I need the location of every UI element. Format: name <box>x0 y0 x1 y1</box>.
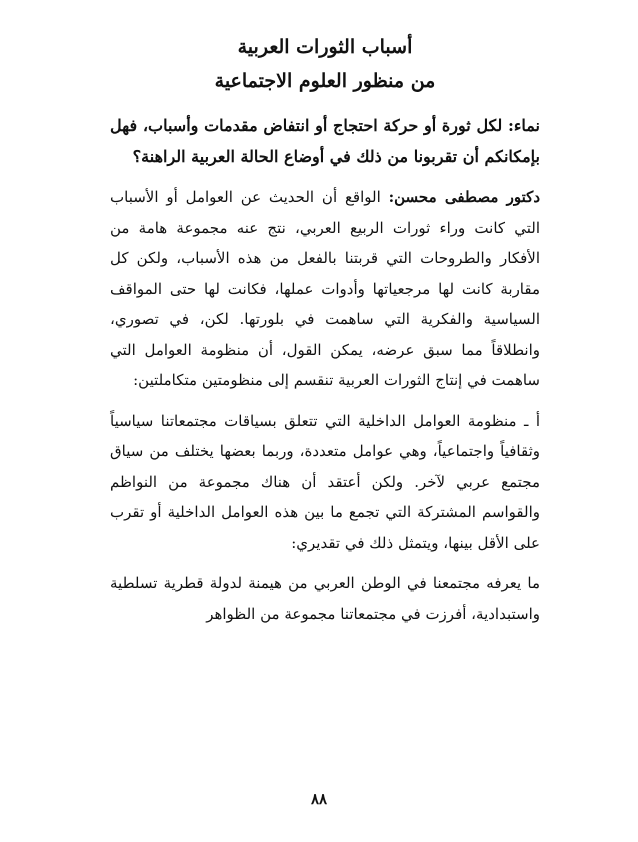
question-text: لكل ثورة أو حركة احتجاج أو انتفاض مقدمات وأسباب، فهل بإمكانكم أن تقربونا من ذلك في أوضاع الحالة العربية الراهنة؟ <box>110 116 540 166</box>
last-paragraph: ما يعرفه مجتمعنا في الوطن العربي من هيمنة لدولة قطرية تسلطية واستبدادية، أفرزت في مجتمعاتنا مجموعة من الظواهر <box>110 574 540 623</box>
page-subtitle: من منظور العلوم الاجتماعية <box>214 70 436 92</box>
page-body <box>110 30 540 639</box>
question-paragraph <box>110 110 540 172</box>
page-number: ٨٨ <box>310 790 328 808</box>
page-title: أسباب الثورات العربية <box>237 36 413 58</box>
answer-text: الواقع أن الحديث عن العوامل أو الأسباب التي كانت وراء ثورات الربيع العربي، نتج عنه مجموعة هامة من الأفكار والطروحات التي قربتنا بالفعل من هذه الأسباب، ولكن كل مقاربة كانت لها مرجعياتها وأدوات عملها، فكانت لها حتى المواقف السياسية والفكرية التي ساهمت في بلورتها. لكن، في تصوري، وانطلاقاً مما سبق عرضه، يمكن القول، أن منظومة العوامل التي ساهمت في إنتاج الثورات العربية تنقسم إلى منظومتين متكاملتين: <box>110 188 540 389</box>
answer-speaker: دكتور مصطفى محسن: <box>388 188 540 206</box>
answer-paragraph <box>110 182 540 396</box>
question-speaker: نماء: <box>507 116 540 135</box>
point-a-paragraph: أ ـ منظومة العوامل الداخلية التي تتعلق بسياقات مجتمعاتنا سياسياً وثقافياً واجتماعياً، وهي عوامل متعددة، وربما بعضها يختلف من سياق مجتمع عربي لآخر. ولكن أعتقد أن هناك مجموعة من النواظم والقواسم المشتركة التي تجمع ما بين هذه العوامل الداخلية أو تقرب على الأقل بينها، ويتمثل ذلك في تقديري: <box>110 411 540 552</box>
